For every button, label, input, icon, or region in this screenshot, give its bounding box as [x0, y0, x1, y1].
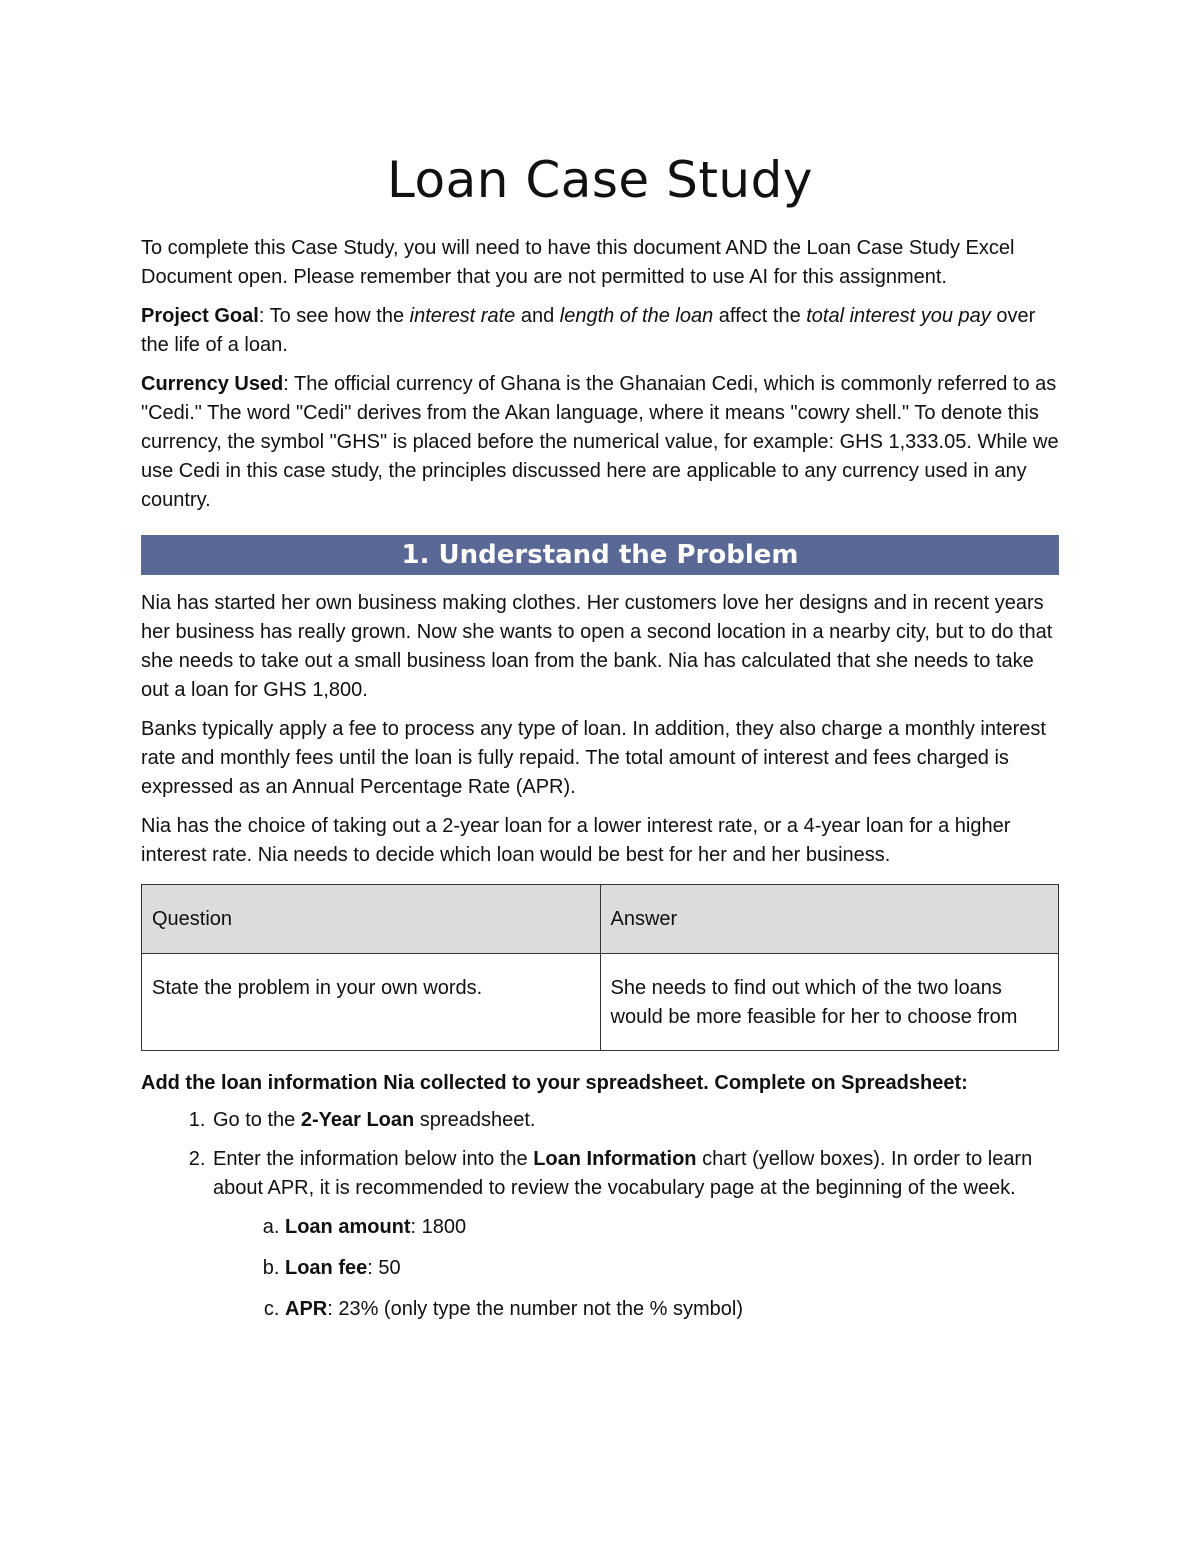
header-question: Question: [142, 885, 601, 954]
problem-paragraph-1: Nia has started her own business making clothes. Her customers love her designs and in recent years her business has really grown. Now she wants to open a second location in a nearby city, but to do that she needs to take out a small business loan from the bank. Nia has calculated that she needs to take out a loan for GHS 1,800.: [141, 592, 1053, 701]
intro-paragraph: To complete this Case Study, you will need to have this document AND the Loan Case Study Excel Document open. Please remember that you are not permitted to use AI for this assignment.: [141, 237, 1015, 288]
currency-paragraph: Currency Used: The official currency of Ghana is the Ghanaian Cedi, which is commonly referred to as "Cedi." The word "Cedi" derives from the Akan language, where it means "cowry shell." To denote this currency, the symbol "GHS" is placed before the numerical value, for example: GHS 1,333.05. While we use Cedi in this case study, the principles discussed here are applicable to any currency used in any country.: [141, 373, 1059, 511]
instruction-steps: [141, 1106, 1059, 1324]
problem-paragraph-2: Banks typically apply a fee to process any type of loan. In addition, they also charge a monthly interest rate and monthly fees until the loan is fully repaid. The total amount of interest and fees charged is expressed as an Annual Percentage Rate (APR).: [141, 718, 1046, 798]
step-1: 1. Go to the 2-Year Loan spreadsheet.: [211, 1106, 1059, 1135]
currency-label: Currency Used: [141, 373, 284, 395]
emphasis-interest-rate: interest rate: [409, 305, 516, 327]
cell-question: State the problem in your own words.: [142, 954, 601, 1051]
header-answer: Answer: [600, 885, 1059, 954]
project-goal-paragraph: Project Goal: To see how the interest rate and length of the loan affect the total interest you pay over the life of a loan.: [141, 305, 1036, 356]
table-row: [142, 954, 1059, 1051]
page-title: Loan Case Study: [387, 151, 813, 209]
step-2: 2. Enter the information below into the Loan Information chart (yellow boxes). In order to learn about APR, it is recommended to review the vocabulary page at the beginning of the week. a. Loan amount: 1800 b. Loan fee: 50 c. APR: 23% (only type the number not the % symbol): [211, 1145, 1059, 1324]
emphasis-loan-length: length of the loan: [559, 305, 714, 327]
cell-answer[interactable]: She needs to find out which of the two loans would be more feasible for her to choose from: [600, 954, 1059, 1051]
table-header-row: [142, 885, 1059, 954]
instructions-heading: Add the loan information Nia collected to your spreadsheet. Complete on Spreadsheet:: [141, 1072, 968, 1094]
problem-paragraph-3: Nia has the choice of taking out a 2-year loan for a lower interest rate, or a 4-year loan for a higher interest rate. Nia needs to decide which loan would be best for her and her business.: [141, 815, 1011, 866]
list-item-loan-fee: b. Loan fee: 50: [285, 1254, 1059, 1283]
list-item-loan-amount: a. Loan amount: 1800: [285, 1213, 1059, 1242]
question-answer-table: [141, 884, 1059, 1051]
loan-info-list: [213, 1213, 1059, 1324]
document-page: [141, 150, 1059, 1336]
project-goal-label: Project Goal: [141, 305, 259, 327]
section-heading-understand-problem: 1. Understand the Problem: [141, 535, 1059, 575]
emphasis-total-interest: total interest you pay: [806, 305, 991, 327]
list-item-apr: c. APR: 23% (only type the number not the % symbol): [285, 1295, 1059, 1324]
